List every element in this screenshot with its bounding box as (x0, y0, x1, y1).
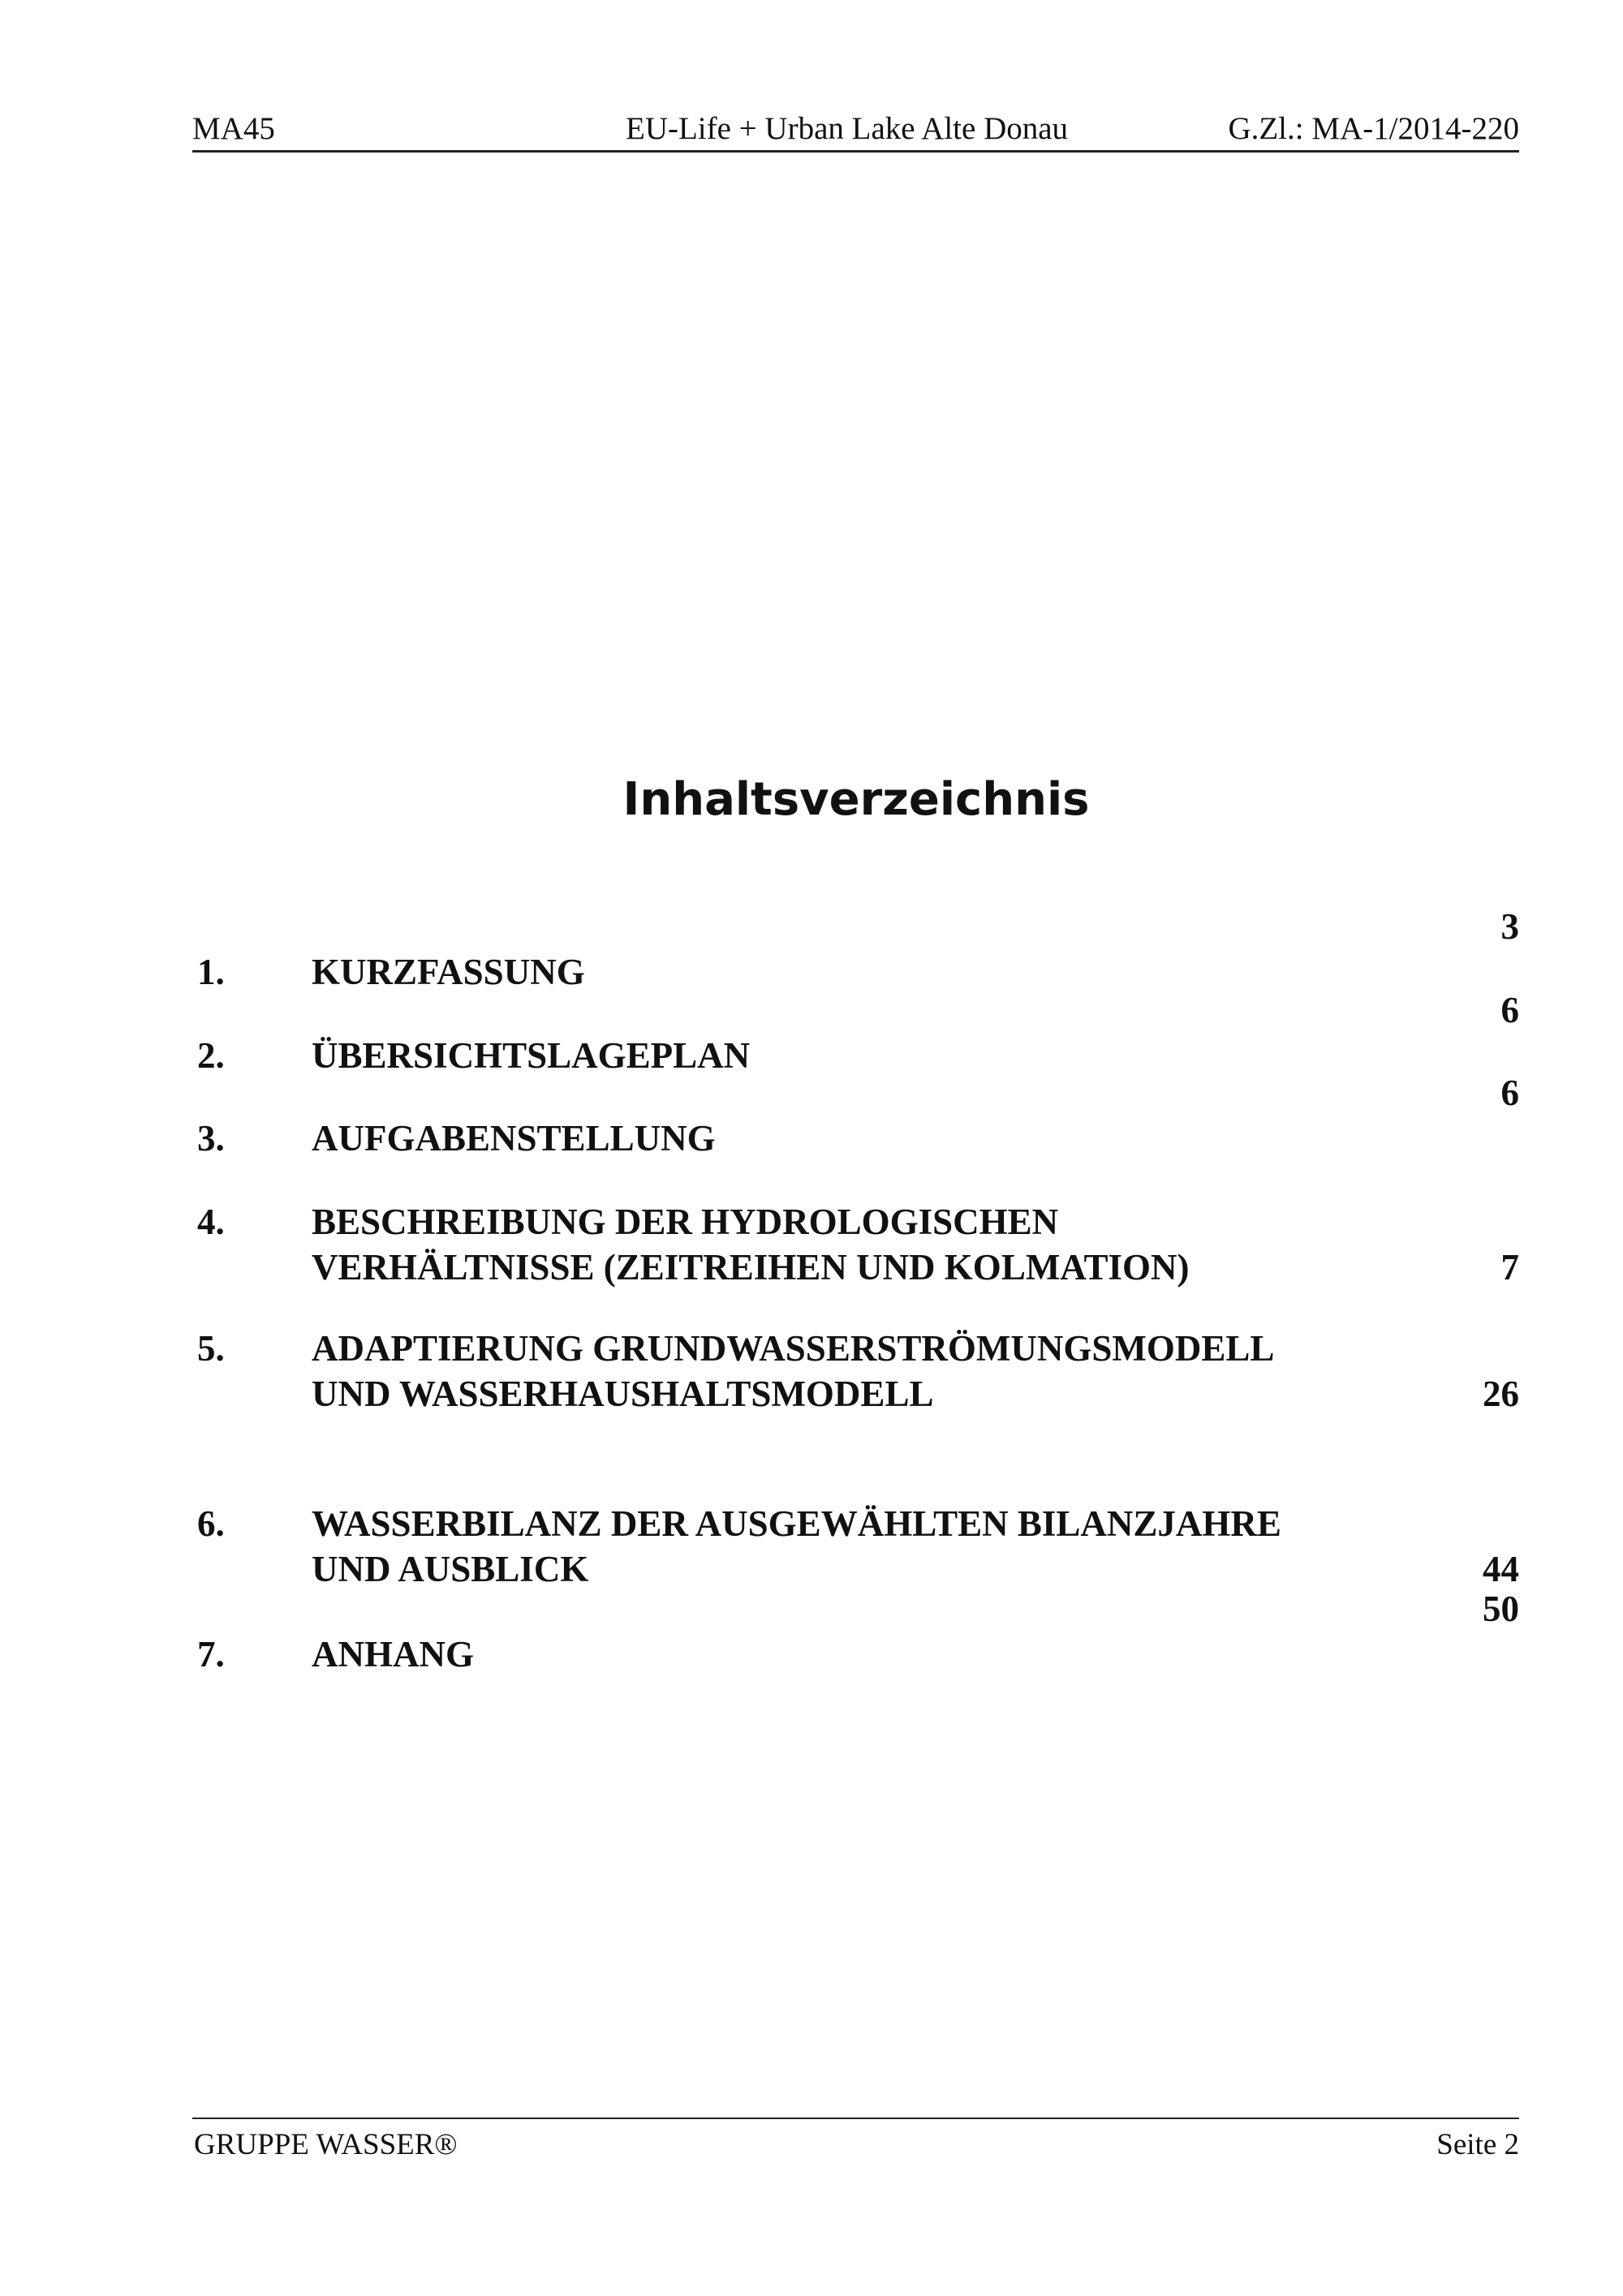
toc-title-line: UND WASSERHAUSHALTSMODELL (312, 1374, 934, 1414)
toc-number: 7. (197, 1634, 225, 1675)
page-header (192, 108, 1519, 153)
toc-title (312, 1326, 1367, 1417)
footer-organization: GRUPPE WASSER® (194, 2128, 458, 2161)
toc-number: 4. (197, 1202, 225, 1242)
toc-page-number: 3 (1500, 906, 1519, 947)
toc-number: 3. (197, 1118, 225, 1159)
toc-title-line: ANHANG (312, 1634, 474, 1675)
toc-title (312, 1632, 1367, 1677)
footer-page-label: Seite 2 (1436, 2128, 1519, 2161)
toc-entry-4[interactable] (192, 1199, 1519, 1290)
toc-entry-5[interactable] (192, 1326, 1519, 1417)
page-footer (192, 2118, 1519, 2171)
header-reference: G.Zl.: MA-1/2014-220 (1228, 111, 1519, 146)
toc-page-number: 50 (1483, 1589, 1519, 1629)
toc-title-line: KURZFASSUNG (312, 952, 585, 992)
toc-title-line: BESCHREIBUNG DER HYDROLOGISCHEN (312, 1202, 1059, 1242)
toc-title-line: VERHÄLTNISSE (ZEITREIHEN UND KOLMATION) (312, 1247, 1190, 1288)
toc-title-line: ADAPTIERUNG GRUNDWASSERSTRÖMUNGSMODELL (312, 1328, 1275, 1369)
page-title: Inhaltsverzeichnis (622, 773, 1090, 826)
header-project: EU-Life + Urban Lake Alte Donau (626, 111, 1069, 146)
toc-title (312, 1199, 1367, 1290)
toc-page-number: 26 (1483, 1374, 1519, 1414)
toc-number: 2. (197, 1035, 225, 1076)
toc-page-number: 6 (1500, 990, 1519, 1030)
toc-title-line: ÜBERSICHTSLAGEPLAN (312, 1035, 751, 1076)
toc-title (312, 1116, 1367, 1161)
header-org: MA45 (192, 111, 275, 146)
toc-number: 1. (197, 952, 225, 992)
toc-title (312, 949, 1367, 995)
toc-title (312, 1501, 1367, 1592)
toc-title (312, 1033, 1367, 1078)
toc-number: 6. (197, 1503, 225, 1544)
toc-page-number: 6 (1500, 1073, 1519, 1113)
toc-title-line: WASSERBILANZ DER AUSGEWÄHLTEN BILANZJAHRE (312, 1503, 1281, 1544)
toc-number: 5. (197, 1328, 225, 1369)
toc-page-number: 7 (1500, 1247, 1519, 1288)
toc-title-line: UND AUSBLICK (312, 1549, 589, 1589)
toc-entry-6[interactable] (192, 1501, 1519, 1592)
toc-page-number: 44 (1483, 1549, 1519, 1589)
toc-title-line: AUFGABENSTELLUNG (312, 1118, 716, 1159)
